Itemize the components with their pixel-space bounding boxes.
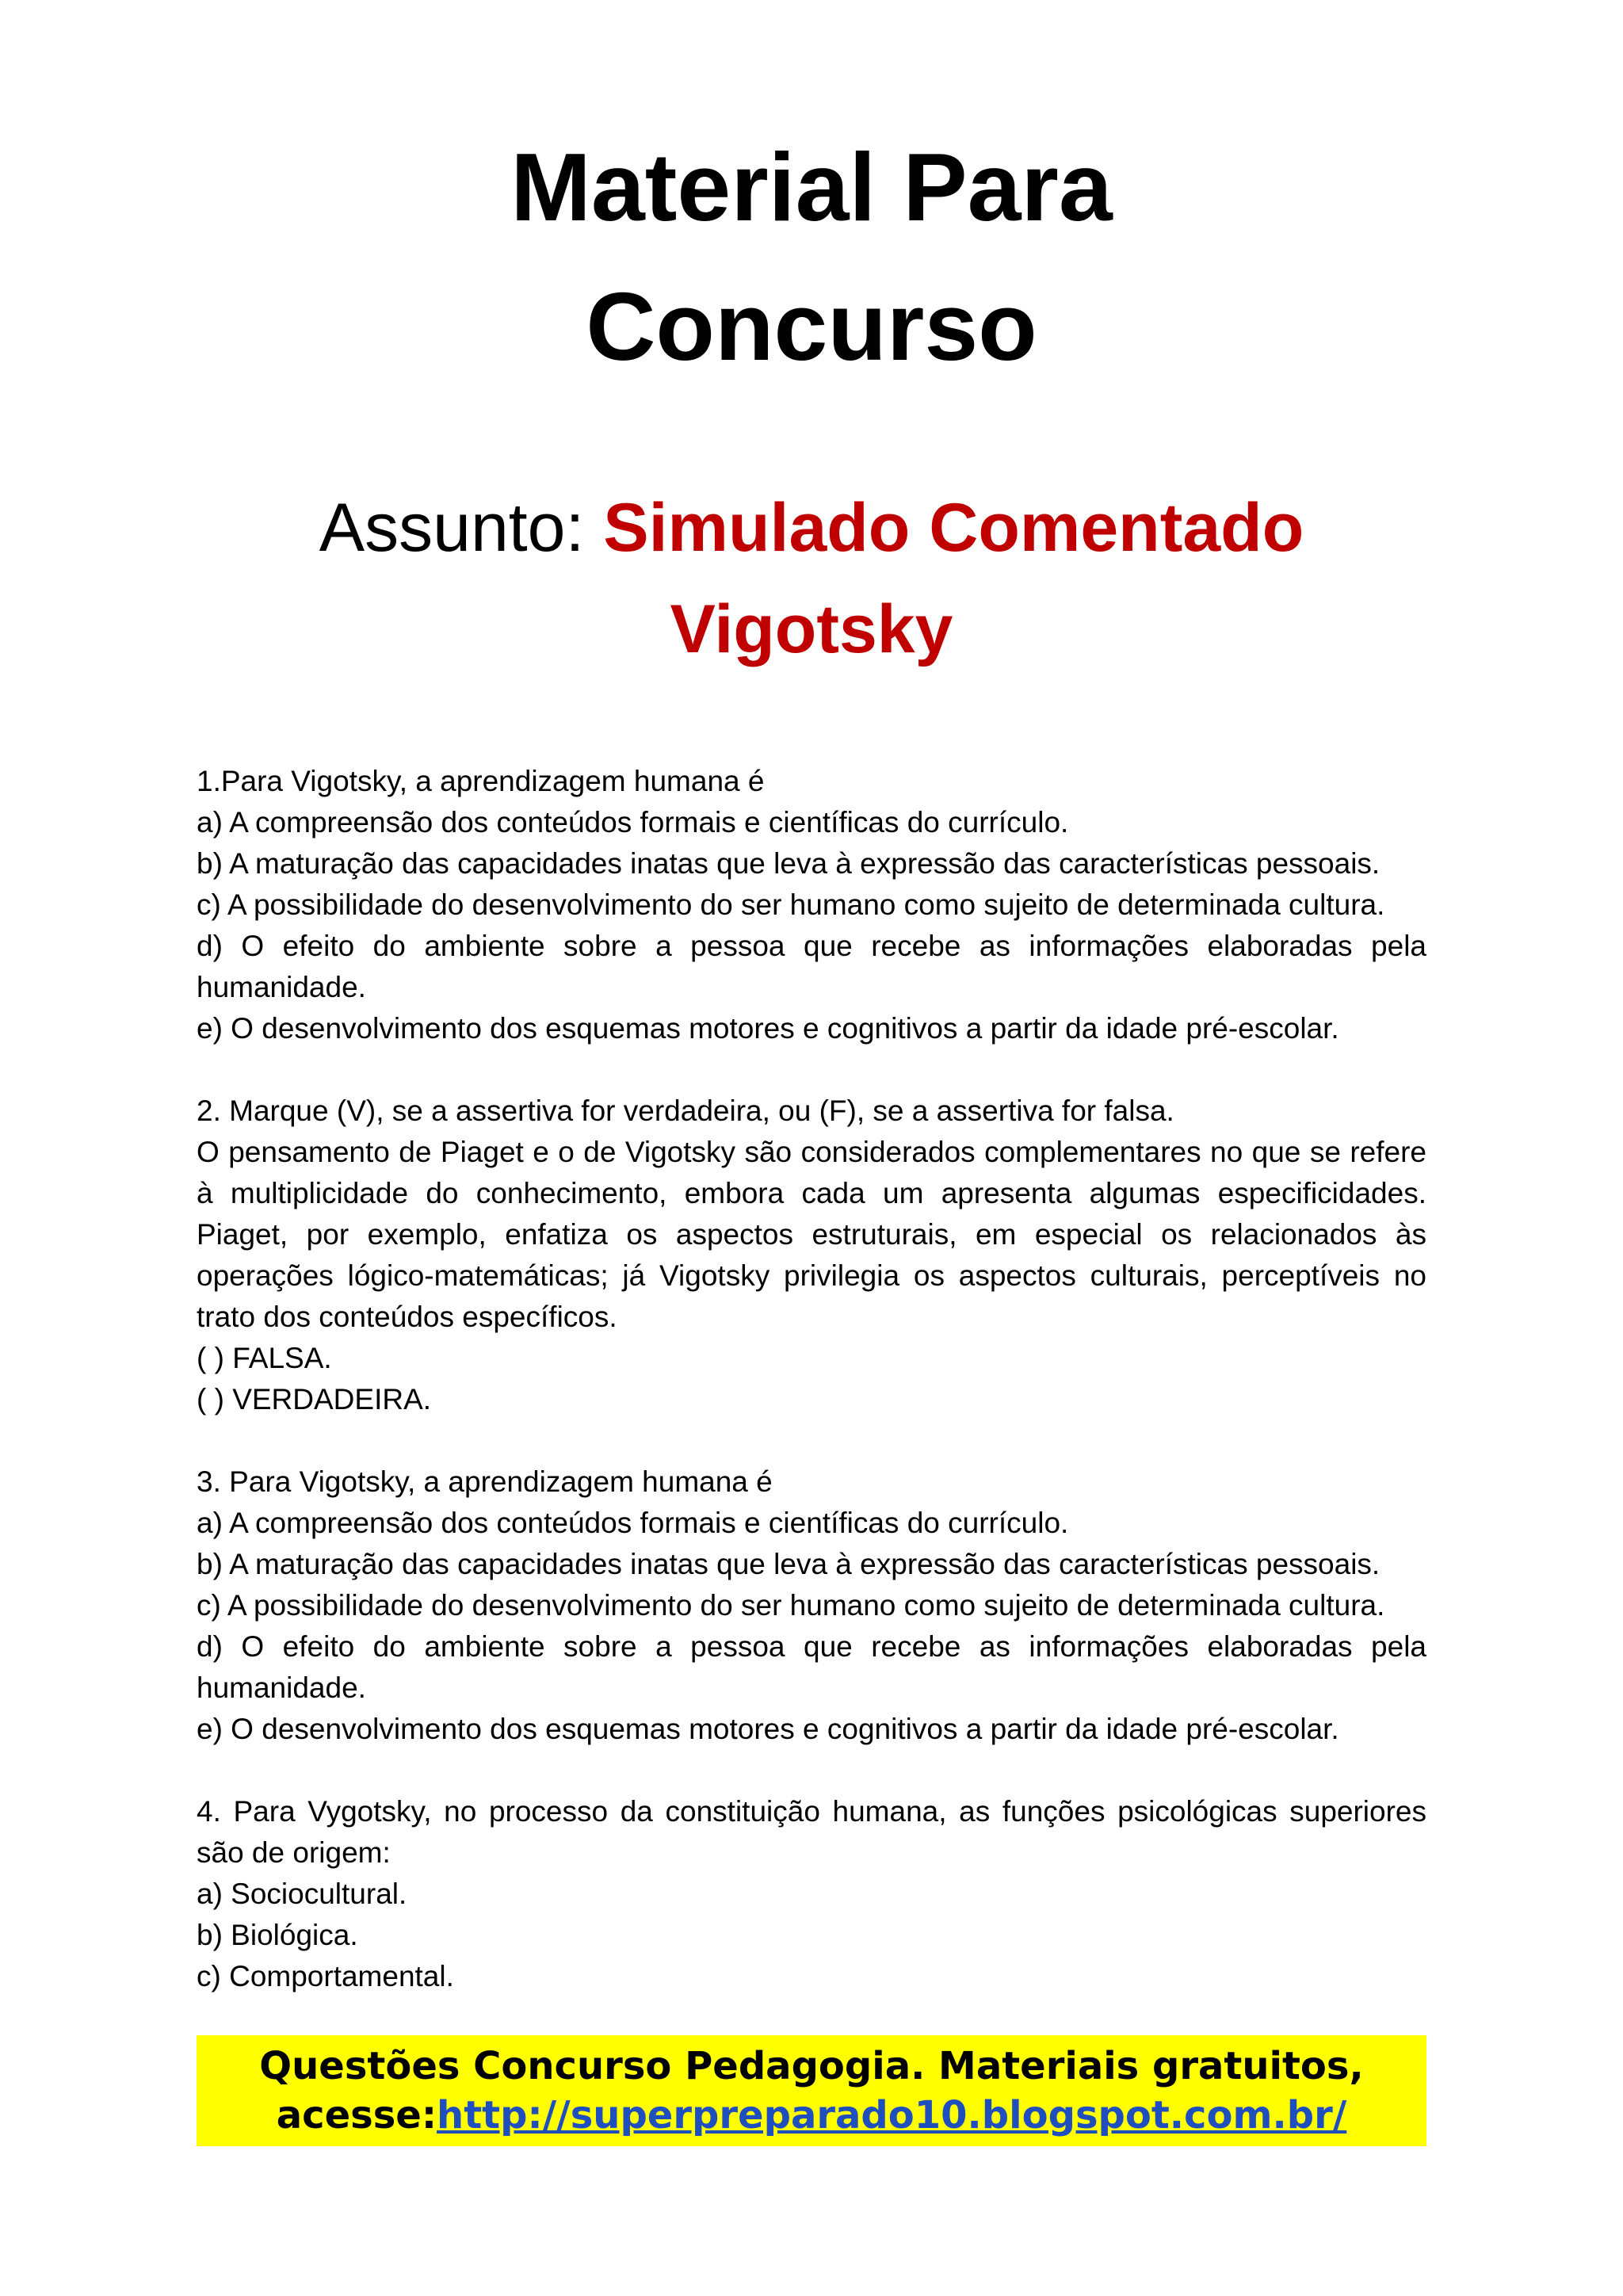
answer-option: b) Biológica.: [197, 1919, 358, 1951]
question-stem: 3. Para Vigotsky, a aprendizagem humana é: [197, 1465, 773, 1498]
page-title-line-1: Material Para: [510, 133, 1113, 241]
answer-option: c) A possibilidade do desenvolvimento do ser humano como sujeito de determinada cultura.: [197, 888, 1385, 921]
answer-option: ( ) VERDADEIRA.: [197, 1383, 432, 1415]
spacer: [197, 1049, 1426, 1091]
answer-option: e) O desenvolvimento dos esquemas motores e cognitivos a partir da idade pré-escolar.: [197, 1713, 1339, 1745]
question-stem: 4. Para Vygotsky, no processo da constituição humana, as funções psicológicas superiores são de origem:: [197, 1795, 1426, 1869]
subject-label: Assunto:: [319, 490, 604, 566]
subject-line-2: [0, 579, 1623, 680]
answer-option: d) O efeito do ambiente sobre a pessoa que recebe as informações elaboradas pela humanidade.: [197, 1630, 1426, 1704]
answer-option: a) A compreensão dos conteúdos formais e científicas do currículo.: [197, 1507, 1069, 1539]
answer-option: b) A maturação das capacidades inatas que leva à expressão das características pessoais.: [197, 1548, 1381, 1580]
footer-line-1: Questões Concurso Pedagogia. Materiais gratuitos,: [259, 2044, 1364, 2088]
answer-option: b) A maturação das capacidades inatas que leva à expressão das características pessoais.: [197, 847, 1381, 880]
question-stem: 1.Para Vigotsky, a aprendizagem humana é: [197, 765, 765, 797]
question-2: [197, 1091, 1426, 1420]
answer-option: e) O desenvolvimento dos esquemas motores e cognitivos a partir da idade pré-escolar.: [197, 1012, 1339, 1045]
question-3: [197, 1461, 1426, 1750]
subject-heading: [0, 477, 1623, 680]
spacer: [197, 1420, 1426, 1461]
footer-link[interactable]: http://superpreparado10.blogspot.com.br/: [437, 2093, 1347, 2137]
answer-option: a) A compreensão dos conteúdos formais e científicas do currículo.: [197, 806, 1069, 839]
subject-line-1: [0, 477, 1623, 579]
answer-option: ( ) FALSA.: [197, 1342, 332, 1374]
question-paragraph: O pensamento de Piaget e o de Vigotsky são considerados complementares no que se refere à multiplicidade do conhecimento, embora cada um apresenta algumas especificidades. Piaget, por exemplo, enfatiza os aspectos estruturais, em especial os relacionados às operações lógico-matemáticas; já Vigotsky privilegia os aspectos culturais, perceptíveis no trato dos conteúdos específicos.: [197, 1136, 1426, 1333]
answer-option: d) O efeito do ambiente sobre a pessoa que recebe as informações elaboradas pela humanidade.: [197, 930, 1426, 1003]
answer-option: a) Sociocultural.: [197, 1878, 407, 1910]
question-stem: 2. Marque (V), se a assertiva for verdadeira, ou (F), se a assertiva for falsa.: [197, 1095, 1174, 1127]
subject-topic-1: Simulado Comentado: [603, 490, 1304, 566]
answer-option: c) Comportamental.: [197, 1960, 454, 1992]
question-1: [197, 761, 1426, 1049]
footer-line-2: [197, 2091, 1426, 2140]
footer-banner: [197, 2035, 1426, 2146]
spacer: [197, 1750, 1426, 1791]
subject-topic-2: Vigotsky: [670, 591, 953, 667]
questions-body: [197, 761, 1426, 1997]
page-title: [0, 117, 1623, 396]
answer-option: c) A possibilidade do desenvolvimento do ser humano como sujeito de determinada cultura.: [197, 1589, 1385, 1622]
page-title-line-2: Concurso: [586, 273, 1037, 380]
footer-prefix: acesse:: [276, 2093, 437, 2137]
question-4: [197, 1791, 1426, 1997]
